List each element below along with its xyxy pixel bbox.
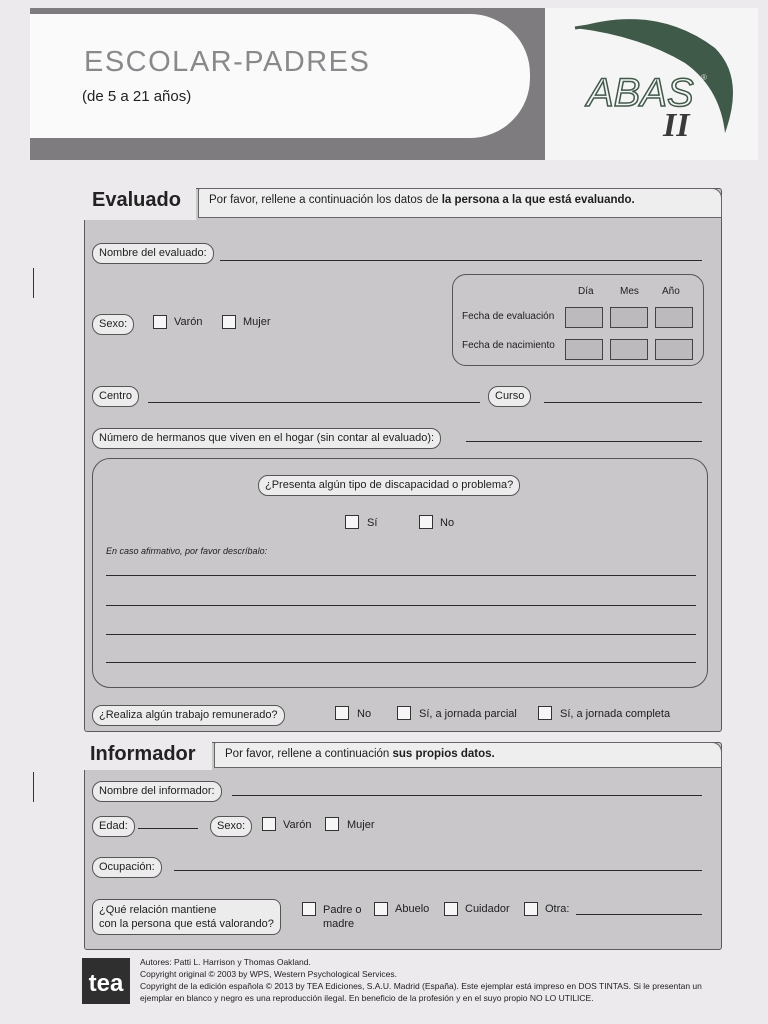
date-header-ano: Año xyxy=(662,286,680,297)
fecha-evaluacion-label: Fecha de evaluación xyxy=(462,311,555,322)
sexo-varon-label: Varón xyxy=(174,316,203,328)
trabajo-question: ¿Realiza algún trabajo remunerado? xyxy=(92,705,285,726)
trabajo-no-label: No xyxy=(357,708,372,720)
margin-mark xyxy=(33,772,34,802)
discapacidad-si-checkbox[interactable] xyxy=(345,515,359,529)
hermanos-label: Número de hermanos que viven en el hogar (sin contar al evaluado): xyxy=(92,428,441,449)
nombre-informador-field[interactable] xyxy=(232,795,702,796)
evaluado-instruction-plain: Por favor, rellene a continuación los datos de xyxy=(209,194,439,206)
sexo-mujer-checkbox[interactable] xyxy=(222,315,236,329)
informador-instruction xyxy=(214,742,722,768)
relacion-question-line-2: con la persona que está valorando? xyxy=(99,918,274,930)
discapacidad-question: ¿Presenta algún tipo de discapacidad o problema? xyxy=(258,475,520,496)
logo-registered: ® xyxy=(701,73,707,82)
trabajo-parcial-label: Sí, a jornada parcial xyxy=(419,708,517,720)
edad-field[interactable] xyxy=(138,828,198,829)
sexo-label: Sexo: xyxy=(92,314,134,335)
relacion-question xyxy=(92,899,281,935)
footer-copyright-3: ejemplar en blanco y negro es una reproducción ilegal. En beneficio de la profesión y en el suyo propio NO LO UTILICE. xyxy=(140,993,594,1003)
tea-logo: tea xyxy=(82,958,130,1004)
relacion-otra-label: Otra: xyxy=(545,903,570,915)
relacion-otra-checkbox[interactable] xyxy=(524,902,538,916)
margin-mark xyxy=(33,268,34,298)
describe-hint: En caso afirmativo, por favor descríbalo: xyxy=(106,546,268,556)
evaluado-instruction xyxy=(198,188,722,218)
abas-logo xyxy=(545,8,758,160)
informador-sexo-label: Sexo: xyxy=(210,816,252,837)
fecha-nacimiento-mes[interactable] xyxy=(610,339,648,360)
informador-mujer-label: Mujer xyxy=(347,819,375,831)
describe-line-1[interactable] xyxy=(106,575,696,576)
form-title: ESCOLAR-PADRES xyxy=(84,46,371,78)
relacion-padre-line-2: madre xyxy=(323,918,355,930)
fecha-evaluacion-mes[interactable] xyxy=(610,307,648,328)
centro-field[interactable] xyxy=(148,402,480,403)
footer-copyright-2: Copyright de la edición española © 2013 by TEA Ediciones, S.A.U. Madrid (España). Este ejemplar está impreso en DOS TINTAS. Si le presentan un xyxy=(140,981,702,991)
relacion-abuelo-checkbox[interactable] xyxy=(374,902,388,916)
date-header-dia: Día xyxy=(578,286,594,297)
evaluado-instruction-bold: la persona a la que está evaluando. xyxy=(441,194,635,206)
curso-field[interactable] xyxy=(544,402,702,403)
trabajo-completa-checkbox[interactable] xyxy=(538,706,552,720)
discapacidad-no-checkbox[interactable] xyxy=(419,515,433,529)
informador-varon-checkbox[interactable] xyxy=(262,817,276,831)
trabajo-parcial-checkbox[interactable] xyxy=(397,706,411,720)
discapacidad-si-label: Sí xyxy=(367,517,378,529)
relacion-cuidador-checkbox[interactable] xyxy=(444,902,458,916)
relacion-otra-field[interactable] xyxy=(576,914,702,915)
informador-instruction-plain: Por favor, rellene a continuación xyxy=(225,748,390,760)
nombre-evaluado-field[interactable] xyxy=(220,260,702,261)
relacion-padre-line-1: Padre o xyxy=(323,904,362,916)
footer-credits xyxy=(140,956,740,1004)
date-header-mes: Mes xyxy=(620,286,639,297)
relacion-question-line-1: ¿Qué relación mantiene xyxy=(99,904,217,916)
trabajo-no-checkbox[interactable] xyxy=(335,706,349,720)
fecha-evaluacion-dia[interactable] xyxy=(565,307,603,328)
informador-instruction-bold: sus propios datos. xyxy=(392,748,495,760)
centro-label: Centro xyxy=(92,386,139,407)
nombre-evaluado-label: Nombre del evaluado: xyxy=(92,243,214,264)
form-subtitle: (de 5 a 21 años) xyxy=(82,88,192,105)
sexo-mujer-label: Mujer xyxy=(243,316,271,328)
hermanos-field[interactable] xyxy=(466,441,702,442)
ocupacion-field[interactable] xyxy=(174,870,702,871)
describe-line-3[interactable] xyxy=(106,634,696,635)
ocupacion-label: Ocupación: xyxy=(92,857,162,878)
informador-varon-label: Varón xyxy=(283,819,312,831)
evaluado-title: Evaluado xyxy=(92,189,181,211)
curso-label: Curso xyxy=(488,386,531,407)
nombre-informador-label: Nombre del informador: xyxy=(92,781,222,802)
fecha-evaluacion-ano[interactable] xyxy=(655,307,693,328)
relacion-padre-checkbox[interactable] xyxy=(302,902,316,916)
describe-line-2[interactable] xyxy=(106,605,696,606)
trabajo-completa-label: Sí, a jornada completa xyxy=(560,708,671,720)
relacion-cuidador-label: Cuidador xyxy=(465,903,510,915)
fecha-nacimiento-ano[interactable] xyxy=(655,339,693,360)
fecha-nacimiento-dia[interactable] xyxy=(565,339,603,360)
sexo-varon-checkbox[interactable] xyxy=(153,315,167,329)
relacion-padre-label xyxy=(323,903,362,931)
discapacidad-no-label: No xyxy=(440,517,455,529)
informador-mujer-checkbox[interactable] xyxy=(325,817,339,831)
footer-autores: Autores: Patti L. Harrison y Thomas Oakland. xyxy=(140,957,311,967)
logo-text: ABAS xyxy=(587,71,694,115)
logo-roman-two: II xyxy=(663,107,690,144)
describe-line-4[interactable] xyxy=(106,662,696,663)
edad-label: Edad: xyxy=(92,816,135,837)
informador-title: Informador xyxy=(90,743,196,765)
footer-copyright-1: Copyright original © 2003 by WPS, Western Psychological Services. xyxy=(140,969,397,979)
fecha-nacimiento-label: Fecha de nacimiento xyxy=(462,340,555,351)
relacion-abuelo-label: Abuelo xyxy=(395,903,430,915)
